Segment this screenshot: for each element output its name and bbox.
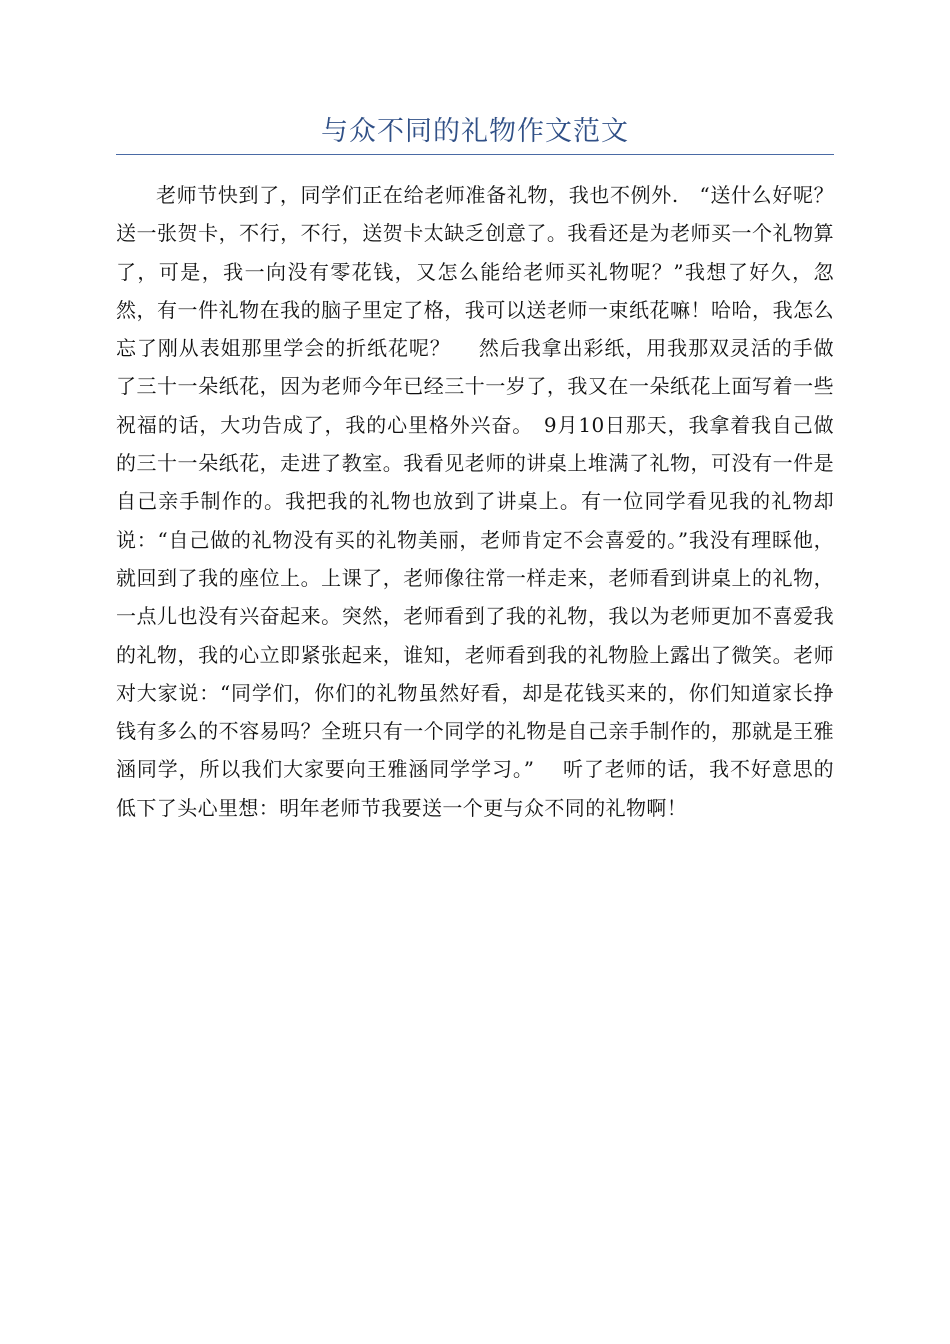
- title-underline-rule: [116, 154, 834, 155]
- essay-body-paragraph: 老师节快到了，同学们正在给老师准备礼物，我也不例外. “送什么好呢？送一张贺卡，不行，不行，送贺卡太缺乏创意了。我看还是为老师买一个礼物算了，可是，我一向没有零花钱，又怎么能给老师买礼物呢？”我想了好久，忽然，有一件礼物在我的脑子里定了格，我可以送老师一束纸花嘛！哈哈，我怎么忘了刚从表姐那里学会的折纸花呢？ 然后我拿出彩纸，用我那双灵活的手做了三十一朵纸花，因为老师今年已经三十一岁了，我又在一朵纸花上面写着一些祝福的话，大功告成了，我的心里格外兴奋。 9月10日那天，我拿着我自己做的三十一朵纸花，走进了教室。我看见老师的讲桌上堆满了礼物，可没有一件是自己亲手制作的。我把我的礼物也放到了讲桌上。有一位同学看见我的礼物却说：“自己做的礼物没有买的礼物美丽，老师肯定不会喜爱的。”我没有理睬他，就回到了我的座位上。上课了，老师像往常一样走来，老师看到讲桌上的礼物，一点儿也没有兴奋起来。突然，老师看到了我的礼物，我以为老师更加不喜爱我的礼物，我的心立即紧张起来，谁知，老师看到我的礼物脸上露出了微笑。老师对大家说：“同学们，你们的礼物虽然好看，却是花钱买来的，你们知道家长挣钱有多么的不容易吗？全班只有一个同学的礼物是自己亲手制作的，那就是王雅涵同学，所以我们大家要向王雅涵同学学习。” 听了老师的话，我不好意思的低下了头心里想：明年老师节我要送一个更与众不同的礼物啊！: [116, 183, 834, 820]
- document-title: 与众不同的礼物作文范文: [321, 116, 629, 147]
